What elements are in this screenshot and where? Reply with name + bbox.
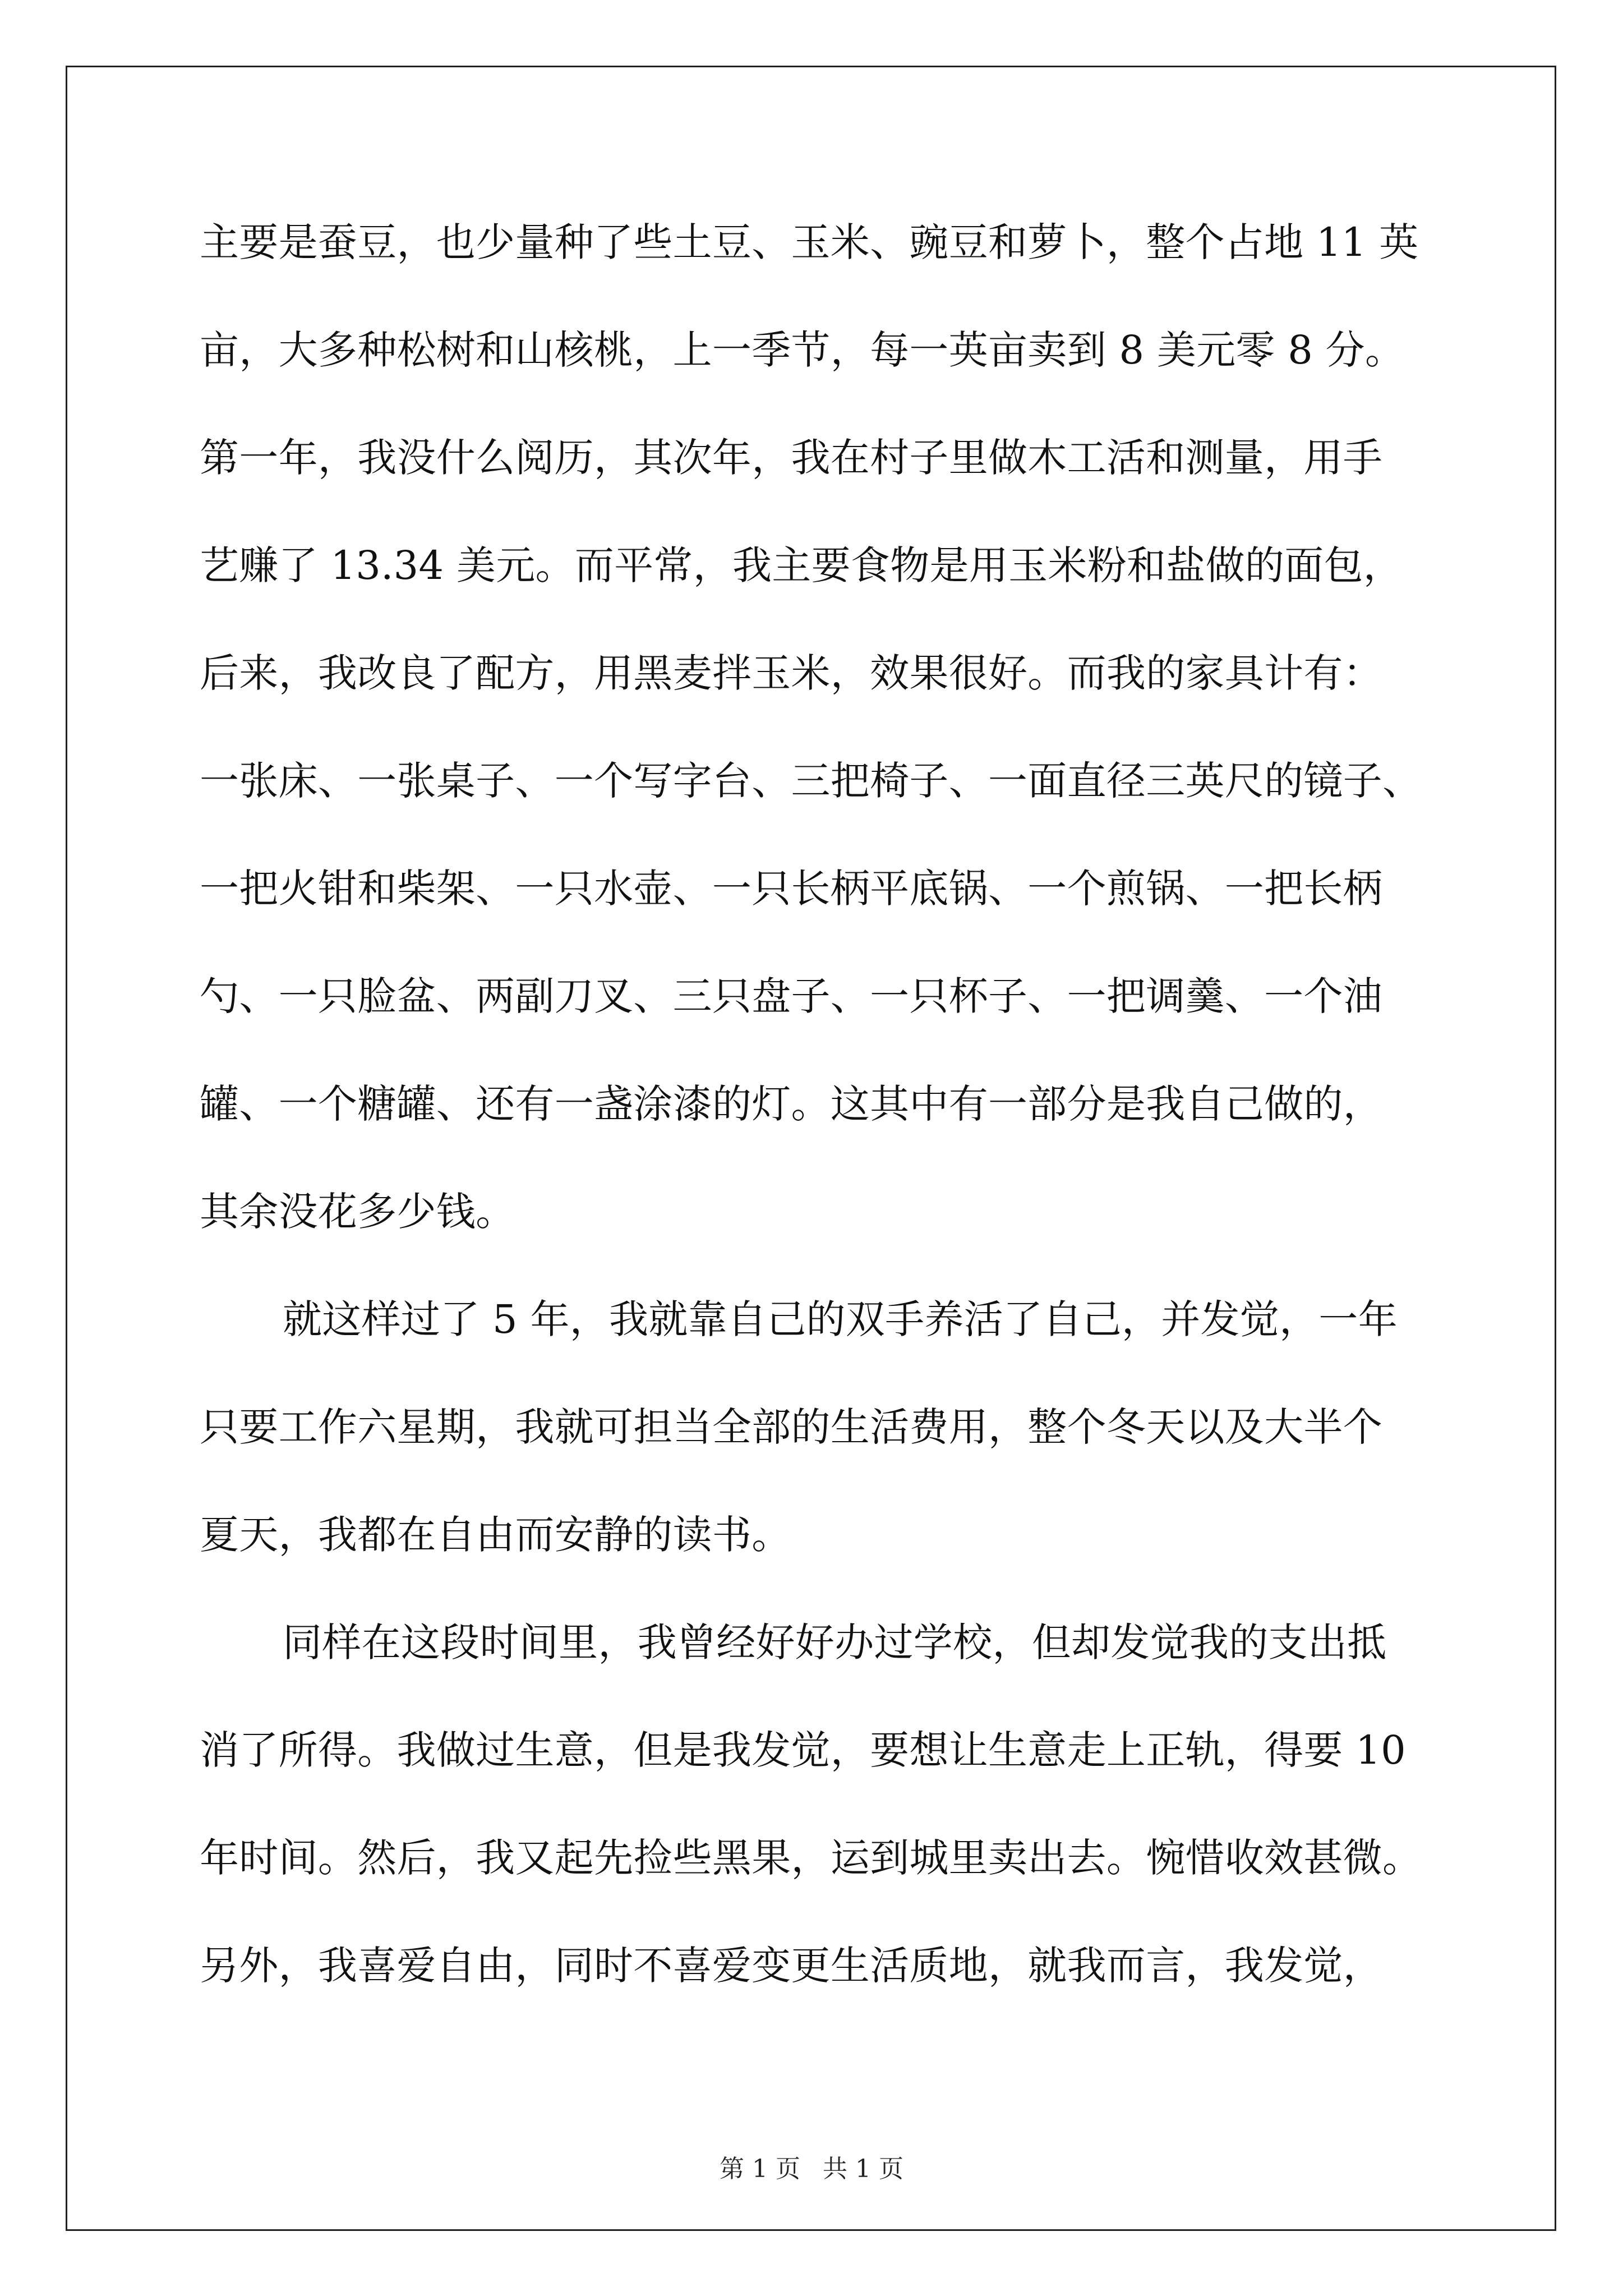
text-line: 勺、一只脸盆、两副刀叉、三只盘子、一只杯子、一把调羹、一个油 (200, 973, 1382, 1019)
page-footer (0, 2152, 1623, 2186)
document-body (200, 214, 1433, 2045)
text-line: 一张床、一张桌子、一个写字台、三把椅子、一面直径三英尺的镜子、 (200, 758, 1422, 804)
text-line: 后来，我改良了配方，用黑麦拌玉米，效果很好。而我的家具计有： (200, 650, 1382, 696)
text-line: 夏天，我都在自由而安静的读书。 (200, 1512, 791, 1558)
text-line: 主要是蚕豆，也少量种了些土豆、玉米、豌豆和萝卜，整个占地 11 英 (200, 219, 1419, 265)
text-line: 消了所得。我做过生意，但是我发觉，要想让生意走上正轨，得要 10 (200, 1727, 1406, 1773)
page-number: 第 1 页 (720, 2155, 800, 2183)
text-line: 只要工作六星期，我就可担当全部的生活费用，整个冬天以及大半个 (200, 1404, 1382, 1450)
text-line: 第一年，我没什么阅历，其次年，我在村子里做木工活和测量，用手 (200, 435, 1382, 481)
text-line: 罐、一个糖罐、还有一盏涂漆的灯。这其中有一部分是我自己做的， (200, 1081, 1382, 1127)
page-total: 共 1 页 (823, 2155, 903, 2183)
text-line: 另外，我喜爱自由，同时不喜爱变更生活质地，就我而言，我发觉， (200, 1943, 1382, 1989)
text-line: 年时间。然后，我又起先捡些黑果，运到城里卖出去。惋惜收效甚微。 (200, 1835, 1422, 1881)
text-line: 亩，大多种松树和山核桃，上一季节，每一英亩卖到 8 美元零 8 分。 (200, 327, 1405, 373)
text-line: 就这样过了 5 年，我就靠自己的双手养活了自己，并发觉，一年 (283, 1296, 1398, 1342)
text-line: 其余没花多少钱。 (200, 1189, 515, 1235)
text-line: 艺赚了 13.34 美元。而平常，我主要食物是用玉米粉和盐做的面包， (200, 542, 1403, 588)
text-line: 一把火钳和柴架、一只水壶、一只长柄平底锅、一个煎锅、一把长柄 (200, 866, 1382, 912)
text-line: 同样在这段时间里，我曾经好好办过学校，但却发觉我的支出抵 (283, 1619, 1387, 1665)
